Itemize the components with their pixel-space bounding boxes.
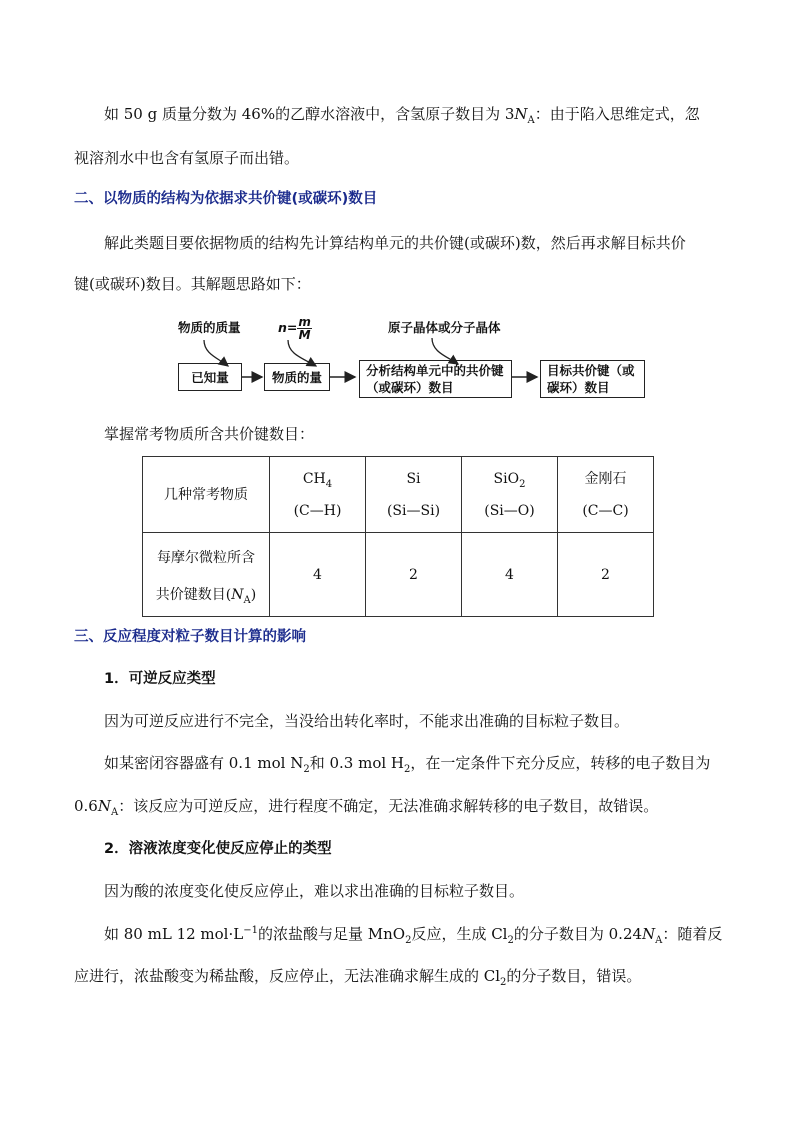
table-intro: 掌握常考物质所含共价键数目： <box>104 425 315 443</box>
table-header-ch4: $CH_4$ (C—H) <box>270 457 366 533</box>
table-row-values <box>143 533 654 617</box>
avogadro-symbol: N <box>514 105 528 123</box>
para1-text-a: 如 50 g 质量分数为 46%的乙醇水溶液中，含氢原子数目为 3 <box>104 105 515 123</box>
subsection-title-1: 1．可逆反应类型 <box>104 671 216 687</box>
table-row-header <box>143 457 654 533</box>
section-heading-3: 三、反应程度对粒子数目计算的影响 <box>74 629 306 645</box>
table-row-label: 每摩尔微粒所含 共价键数目$(N_A)$ <box>143 533 270 617</box>
section2-example-line2: 应进行，浓盐酸变为稀盐酸，反应停止，无法准确求解生成的 $Cl_2$的分子数目，错误。 <box>74 967 642 988</box>
table-cell-ch4: 4 <box>270 533 366 617</box>
flow-box-known: 已知量 <box>178 363 242 391</box>
flow-label-formula <box>278 316 312 341</box>
flow-label-mass: 物质的质量 <box>178 320 241 335</box>
table-header-sio2: SiO$_2$ (Si—O) <box>462 457 558 533</box>
flow-label-crystal: 原子晶体或分子晶体 <box>388 320 501 335</box>
section-heading-2: 二、以物质的结构为依据求共价键(或碳环)数目 <box>74 191 378 207</box>
para1-line2: 视溶剂水中也含有氢原子而出错。 <box>74 149 300 167</box>
flow-box-target: 目标共价键（或碳环）数目 <box>540 360 645 398</box>
formula-numerator: m <box>298 315 311 329</box>
para2-line2: 键(或碳环)数目。其解题思路如下： <box>74 275 311 293</box>
formula-lhs: n= <box>278 320 298 335</box>
solution-flow-diagram <box>170 310 660 410</box>
flow-box-moles: 物质的量 <box>264 363 330 391</box>
section1-example-line1: 如某密闭容器盛有 0.1 mol $N_2$和 0.3 mol $H_2$，在一定条件下充分反应，转移的电子数目为 <box>104 754 711 775</box>
avogadro-subscript: A <box>527 115 535 126</box>
flow-box-analysis: 分析结构单元中的共价键（或碳环）数目 <box>359 360 512 398</box>
para2-line1: 解此类题目要依据物质的结构先计算结构单元的共价键(或碳环)数，然后再求解目标共价 <box>104 234 686 252</box>
formula-fraction <box>297 316 312 341</box>
table-cell-si: 2 <box>366 533 462 617</box>
section1-example-line2: $0.6N_A$：该反应为可逆反应，进行程度不确定，无法准确求解转移的电子数目，故错误。 <box>74 797 659 818</box>
section2-text: 因为酸的浓度变化使反应停止，难以求出准确的目标粒子数目。 <box>104 882 525 900</box>
table-header-diamond: 金刚石 (C—C) <box>558 457 654 533</box>
section1-text: 因为可逆反应进行不完全，当没给出转化率时，不能求出准确的目标粒子数目。 <box>104 712 630 730</box>
para1-line1 <box>104 103 700 125</box>
covalent-bond-table <box>142 456 654 617</box>
table-header-left: 几种常考物质 <box>143 457 270 533</box>
table-cell-sio2: 4 <box>462 533 558 617</box>
section2-example-line1: 如 80 mL 12 $mol\cdot L^{-1}$的浓盐酸与足量 MnO$_2$反应，生成 $Cl_2$的分子数目为 $0.24N_A$：随着反 <box>104 925 723 946</box>
table-header-si: Si (Si—Si) <box>366 457 462 533</box>
formula-denominator: M <box>298 328 311 342</box>
para1-text-b: ：由于陷入思维定式，忽 <box>534 105 700 123</box>
table-cell-diamond: 2 <box>558 533 654 617</box>
subsection-title-2: 2．溶液浓度变化使反应停止的类型 <box>104 841 332 857</box>
